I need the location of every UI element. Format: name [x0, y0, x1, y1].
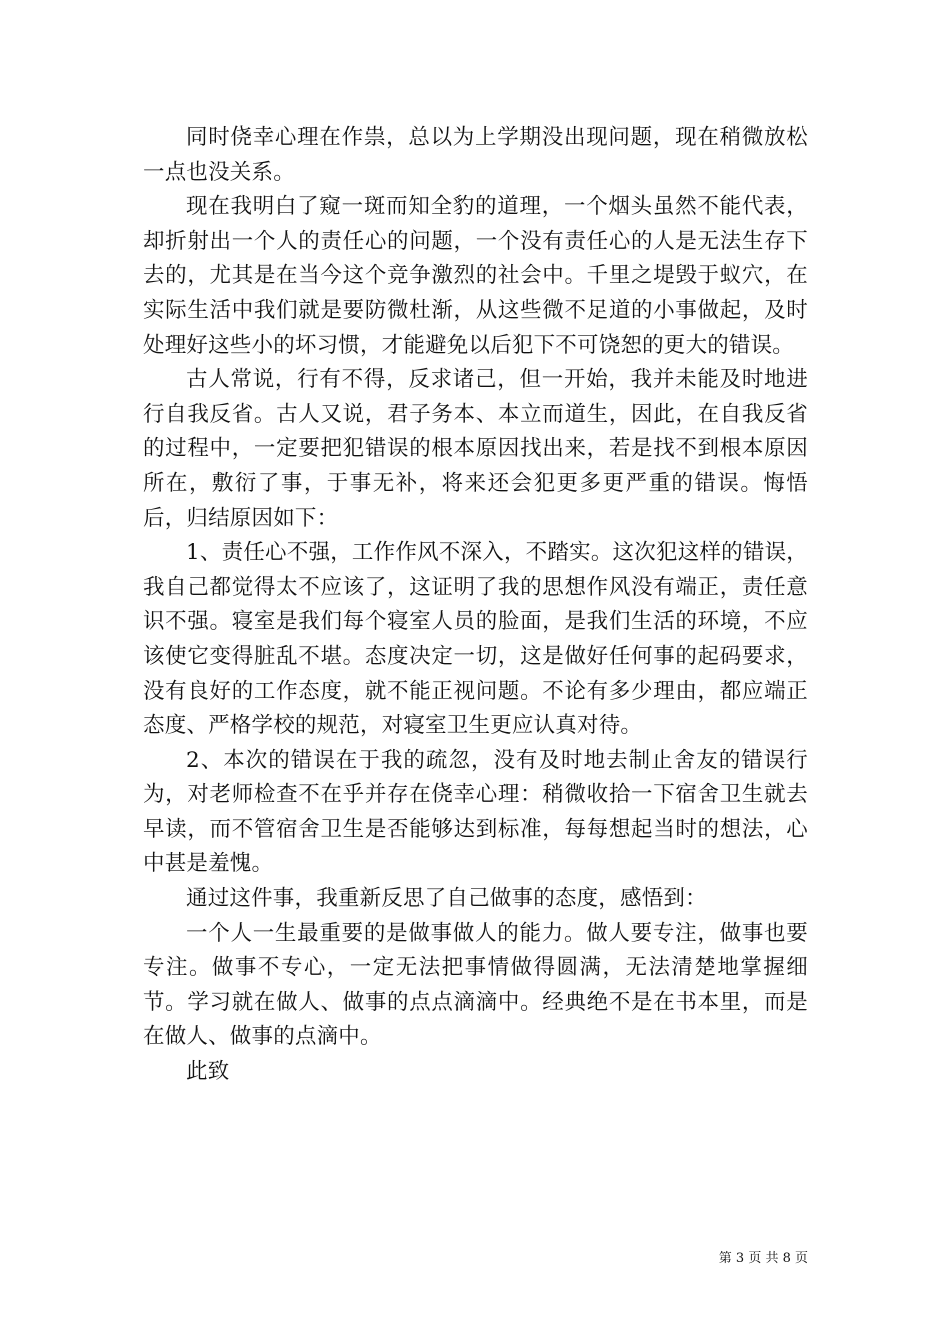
closing-salutation: 此致 — [186, 1059, 230, 1085]
paragraph-1: 同时侥幸心理在作祟，总以为上学期没出现问题，现在稍微放松一点也没关系。 — [143, 125, 808, 185]
paragraph-7: 一个人一生最重要的是做事做人的能力。做人要专注，做事也要专注。做事不专心，一定无法把事情做得圆满，无法清楚地掌握细节。学习就在做人、做事的点点滴滴中。经典绝不是在书本里，而是在做人、做事的点滴中。 — [143, 920, 808, 1050]
paragraph-2: 现在我明白了窥一斑而知全豹的道理，一个烟头虽然不能代表，却折射出一个人的责任心的问题，一个没有责任心的人是无法生存下去的，尤其是在当今这个竞争激烈的社会中。千里之堤毁于蚁穴，在实际生活中我们就是要防微杜渐，从这些微不足道的小事做起，及时处理好这些小的坏习惯，才能避免以后犯下不可饶恕的更大的错误。 — [143, 194, 808, 358]
paragraph-4: 1、责任心不强，工作作风不深入，不踏实。这次犯这样的错误，我自己都觉得太不应该了，这证明了我的思想作风没有端正，责任意识不强。寝室是我们每个寝室人员的脸面，是我们生活的环境，不应该使它变得脏乱不堪。态度决定一切，这是做好任何事的起码要求，没有良好的工作态度，就不能正视问题。不论有多少理由，都应端正态度、严格学校的规范，对寝室卫生更应认真对待。 — [143, 540, 808, 739]
paragraph-6: 通过这件事，我重新反思了自己做事的态度，感悟到： — [186, 886, 707, 912]
document-body — [143, 121, 808, 1090]
paragraph-5: 2、本次的错误在于我的疏忽，没有及时地去制止舍友的错误行为，对老师检查不在乎并存在侥幸心理：稍微收拾一下宿舍卫生就去早读，而不管宿舍卫生是否能够达到标准，每每想起当时的想法，心中甚是羞愧。 — [143, 747, 808, 877]
paragraph-3: 古人常说，行有不得，反求诸己，但一开始，我并未能及时地进行自我反省。古人又说，君子务本、本立而道生，因此，在自我反省的过程中，一定要把犯错误的根本原因找出来，若是找不到根本原因所在，敷衍了事，于事无补，将来还会犯更多更严重的错误。悔悟后，归结原因如下： — [143, 367, 808, 531]
page-number-footer: 第 3 页 共 8 页 — [718, 1251, 808, 1266]
